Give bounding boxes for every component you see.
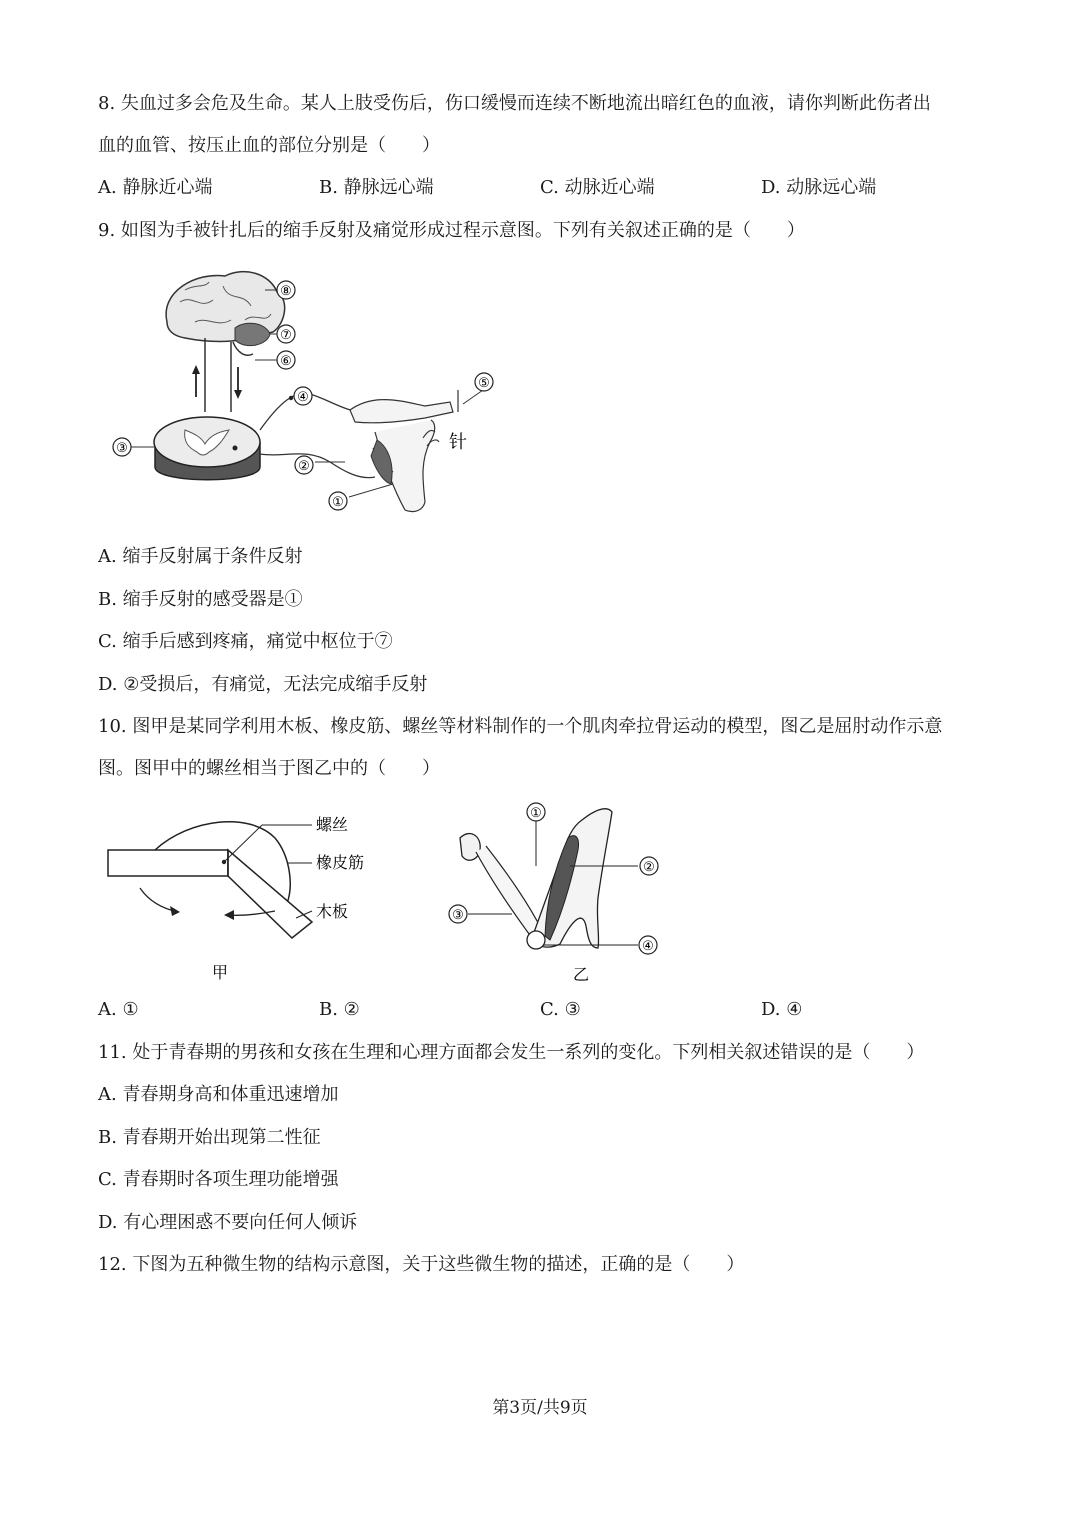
yi-marker-2 [640, 857, 658, 875]
q8-stem-line1: 8. 失血过多会危及生命。某人上肢受伤后，伤口缓慢而连续不断地流出暗红色的血液，请你判断此伤者出 [98, 93, 931, 114]
needle-label: 针 [449, 432, 467, 453]
svg-text:③: ③ [116, 441, 128, 456]
page-footer: 第3页/共9页 [492, 1398, 588, 1418]
q8-option-d: D. 动脉远心端 [761, 177, 877, 198]
q11-option-c: C. 青春期时各项生理功能增强 [98, 1169, 339, 1190]
svg-text:⑤: ⑤ [478, 376, 490, 391]
q11-stem: 11. 处于青春期的男孩和女孩在生理和心理方面都会发生一系列的变化。下列相关叙述错误的是（ ） [98, 1042, 925, 1063]
svg-text:⑧: ⑧ [280, 284, 292, 299]
svg-text:②: ② [643, 860, 655, 875]
up-arrow-icon [192, 365, 200, 397]
svg-text:④: ④ [297, 390, 309, 405]
q10-option-a: A. ① [98, 999, 139, 1020]
brain-illustration [166, 272, 285, 356]
marker-5 [463, 373, 493, 404]
down-arrow-icon [234, 367, 242, 399]
marker-6 [255, 351, 295, 369]
svg-text:①: ① [332, 495, 344, 510]
q12-stem: 12. 下图为五种微生物的结构示意图，关于这些微生物的描述，正确的是（ ） [98, 1254, 745, 1275]
arm-yi-diagram [440, 798, 670, 990]
yi-marker-3 [449, 905, 467, 923]
q9-stem: 9. 如图为手被针扎后的缩手反射及痛觉形成过程示意图。下列有关叙述正确的是（ ） [98, 220, 805, 241]
marker-3 [113, 438, 155, 456]
q8-stem-line2: 血的血管、按压止血的部位分别是（ ） [98, 135, 440, 156]
svg-text:⑥: ⑥ [280, 354, 292, 369]
q8-option-c: C. 动脉近心端 [540, 177, 655, 198]
q11-option-b: B. 青春期开始出现第二性征 [98, 1127, 321, 1148]
q9-option-a: A. 缩手反射属于条件反射 [98, 546, 303, 567]
q9-option-c: C. 缩手后感到疼痛，痛觉中枢位于⑦ [98, 631, 393, 652]
svg-text:⑦: ⑦ [280, 328, 292, 343]
model-jia-diagram [100, 808, 390, 988]
hand-arm-illustration [350, 400, 453, 512]
q11-option-a: A. 青春期身高和体重迅速增加 [98, 1084, 339, 1105]
reflex-arc-diagram [105, 262, 505, 522]
rubber-band-label: 橡皮筋 [316, 853, 365, 872]
yi-marker-1 [527, 803, 545, 821]
marker-2 [295, 456, 345, 474]
q9-option-b: B. 缩手反射的感受器是① [98, 589, 303, 610]
yi-marker-4 [639, 936, 657, 954]
q10-option-c: C. ③ [540, 999, 581, 1020]
q10-stem-line2: 图。图甲中的螺丝相当于图乙中的（ ） [98, 758, 440, 779]
q9-option-d: D. ②受损后，有痛觉，无法完成缩手反射 [98, 674, 428, 695]
svg-text:②: ② [298, 459, 310, 474]
q11-option-d: D. 有心理困惑不要向任何人倾诉 [98, 1212, 358, 1233]
marker-4 [294, 387, 312, 405]
spinal-cord-illustration [154, 417, 260, 480]
q8-option-a: A. 静脉近心端 [98, 177, 213, 198]
marker-1 [329, 484, 393, 510]
svg-text:①: ① [530, 806, 542, 821]
q8-option-b: B. 静脉远心端 [319, 177, 434, 198]
figure-yi-caption: 乙 [572, 965, 590, 984]
q10-stem-line1: 10. 图甲是某同学利用木板、橡皮筋、螺丝等材料制作的一个肌肉牵拉骨运动的模型，图乙是屈肘动作示意 [98, 716, 943, 737]
q10-option-b: B. ② [319, 999, 360, 1020]
board-label: 木板 [316, 902, 349, 921]
figure-jia-caption: 甲 [211, 963, 229, 982]
screw-label: 螺丝 [316, 815, 349, 834]
svg-text:④: ④ [642, 939, 654, 954]
q10-option-d: D. ④ [761, 999, 803, 1020]
svg-text:③: ③ [452, 908, 464, 923]
